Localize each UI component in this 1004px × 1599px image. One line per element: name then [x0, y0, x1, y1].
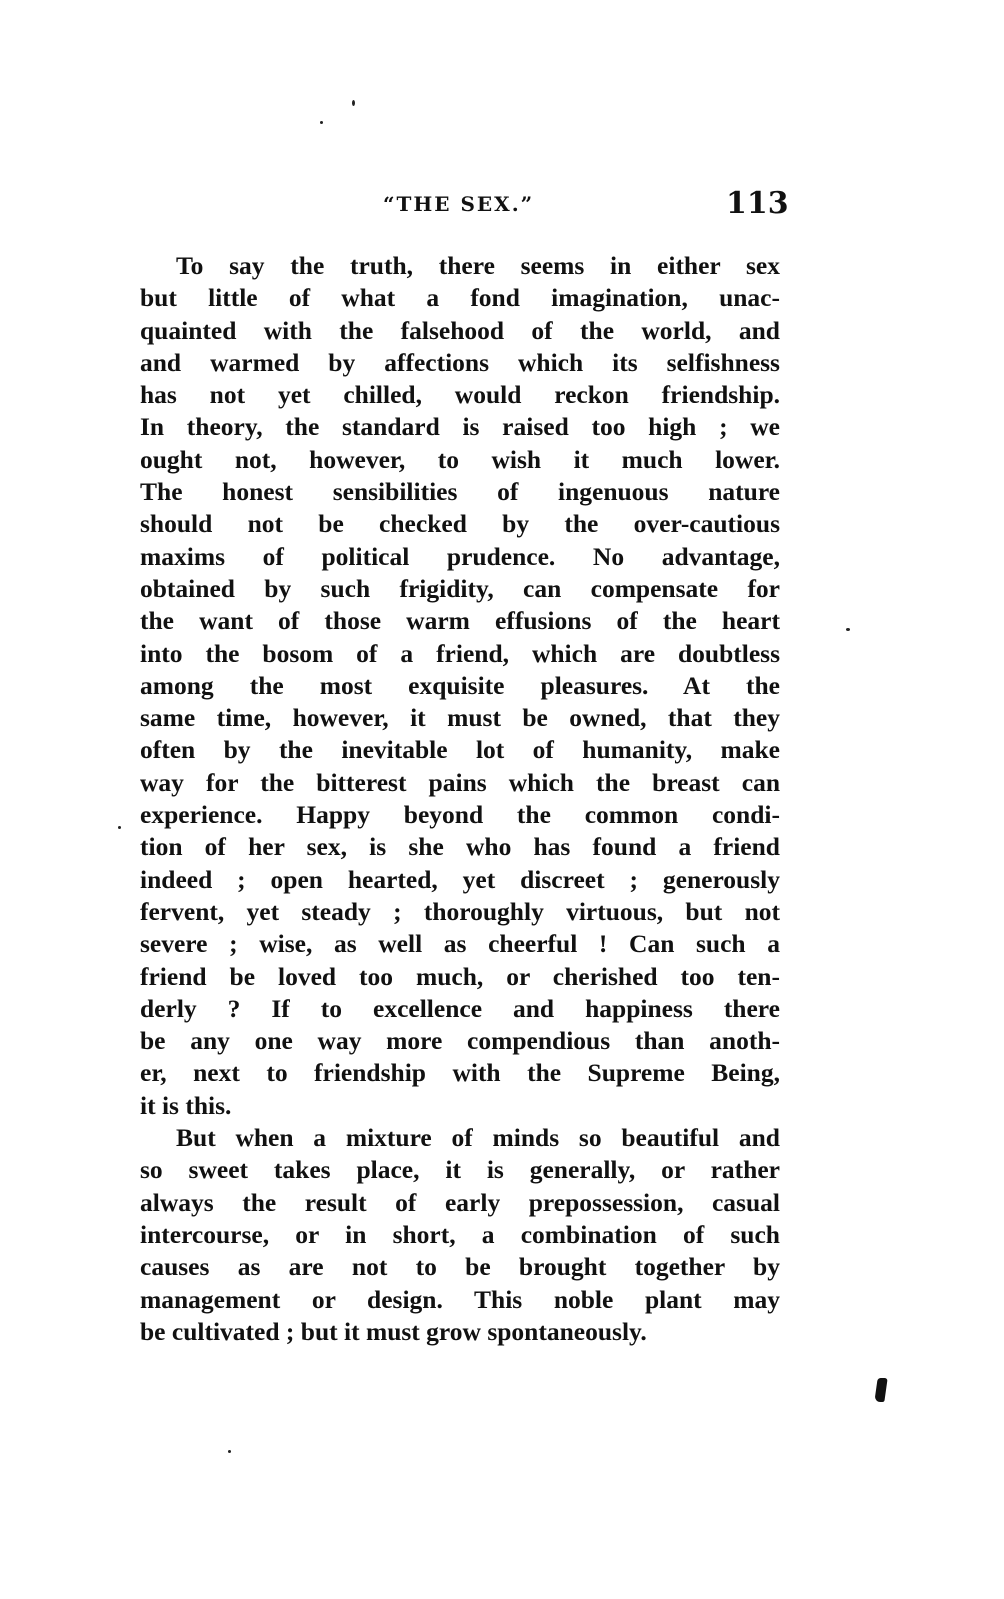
text-line: tion of her sex, is she who has found a friend: [140, 832, 780, 862]
body-text: [140, 250, 780, 1348]
text-line: be any one way more compendious than anoth-: [140, 1026, 780, 1056]
text-line: To say the truth, there seems in either sex: [176, 251, 780, 280]
page-header: [0, 186, 1004, 226]
text-line: The honest sensibilities of ingenuous nature: [140, 477, 780, 507]
text-line: experience. Happy beyond the common condi-: [140, 800, 780, 830]
scan-speck: [846, 628, 850, 631]
text-line: er, next to friendship with the Supreme Being,: [140, 1058, 780, 1088]
text-line: intercourse, or in short, a combination of such: [140, 1219, 780, 1249]
text-line: friend be loved too much, or cherished too ten-: [140, 961, 780, 991]
text-line: but little of what a fond imagination, unac-: [140, 283, 780, 313]
paragraph-1: [140, 250, 780, 1122]
scan-speck: [352, 100, 355, 106]
running-title: “THE SEX.”: [383, 192, 535, 216]
text-line: ought not, however, to wish it much lower.: [140, 444, 780, 474]
text-line: derly ? If to excellence and happiness there: [140, 993, 780, 1023]
text-line: so sweet takes place, it is generally, or rather: [140, 1155, 780, 1185]
text-line: always the result of early prepossession, casual: [140, 1187, 780, 1217]
text-line: way for the bitterest pains which the breast can: [140, 767, 780, 797]
text-line: has not yet chilled, would reckon friendship.: [140, 380, 780, 410]
text-line: But when a mixture of minds so beautiful and: [176, 1123, 780, 1153]
scan-speck: [228, 1450, 231, 1453]
text-line: severe ; wise, as well as cheerful ! Can such a: [140, 929, 780, 959]
text-line: should not be checked by the over-cautious: [140, 509, 780, 539]
text-line: causes as are not to be brought together by: [140, 1252, 780, 1282]
text-line: be cultivated ; but it must grow spontaneously.: [140, 1316, 647, 1346]
text-line: same time, however, it must be owned, that they: [140, 703, 780, 733]
text-line: indeed ; open hearted, yet discreet ; generously: [140, 864, 780, 894]
text-line: it is this.: [140, 1090, 232, 1120]
text-line: management or design. This noble plant may: [140, 1284, 780, 1314]
scan-speck: [320, 121, 323, 124]
page-number: 113: [726, 186, 789, 221]
text-line: the want of those warm effusions of the heart: [140, 606, 780, 636]
text-line: quainted with the falsehood of the world, and: [140, 315, 780, 345]
paragraph-2: [140, 1122, 780, 1348]
text-line: and warmed by affections which its selfishness: [140, 347, 780, 377]
text-line: among the most exquisite pleasures. At the: [140, 670, 780, 700]
scan-speck: [118, 826, 121, 829]
ink-mark-icon: [874, 1378, 887, 1402]
text-line: into the bosom of a friend, which are doubtless: [140, 638, 780, 668]
text-line: obtained by such frigidity, can compensate for: [140, 573, 780, 603]
text-line: In theory, the standard is raised too high ; we: [140, 412, 780, 442]
text-line: maxims of political prudence. No advantage,: [140, 541, 780, 571]
text-line: fervent, yet steady ; thoroughly virtuous, but not: [140, 896, 780, 926]
text-line: often by the inevitable lot of humanity, make: [140, 735, 780, 765]
